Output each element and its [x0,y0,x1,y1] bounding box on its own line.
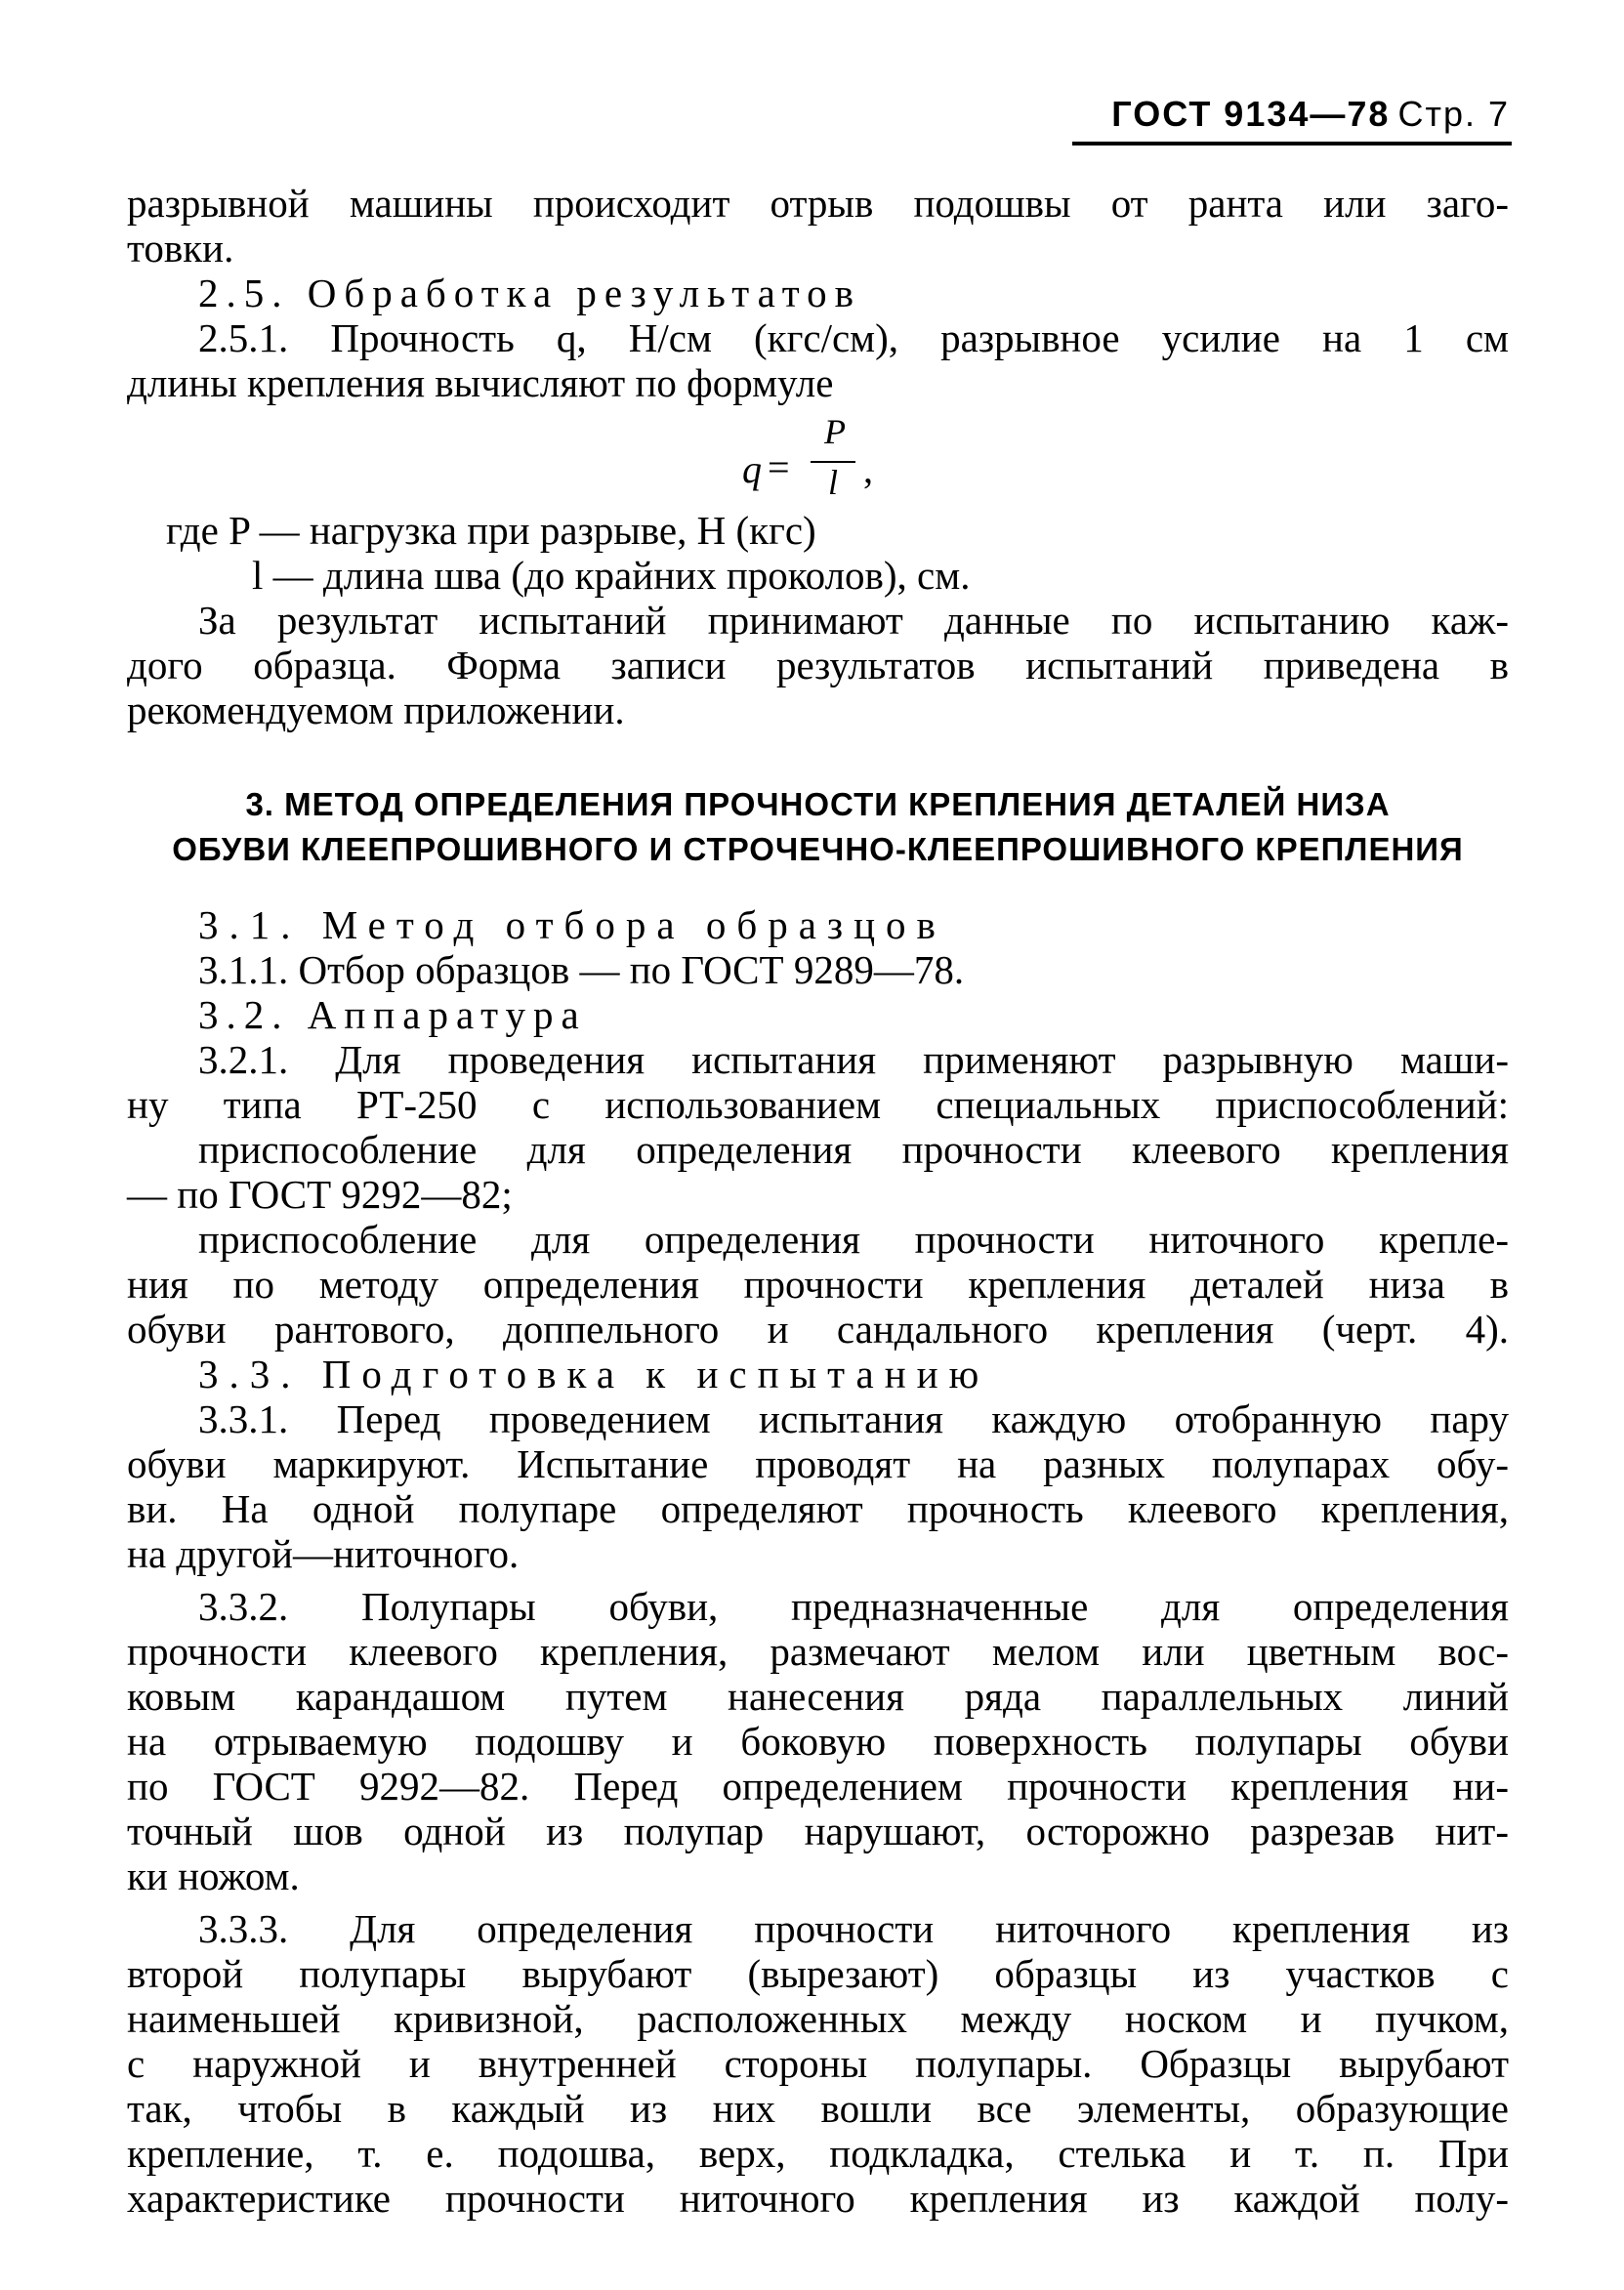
text-line: точный шов одной из полупар нарушают, осторожно разрезав нит- [127,1809,1509,1853]
subsection-title: 2.5. Обработка результатов [198,271,862,315]
page-number: Стр. 7 [1397,94,1510,134]
text-line: l — длина шва (до крайних проколов), см. [252,553,971,598]
section-heading: 3. МЕТОД ОПРЕДЕЛЕНИЯ ПРОЧНОСТИ КРЕПЛЕНИЯ ДЕТАЛЕЙ НИЗА [245,786,1391,822]
text-line: дого образца. Форма записи результатов испытаний приведена в [127,643,1509,687]
text-line: ки ножом. [127,1853,300,1898]
text-line: где P — нагрузка при разрыве, Н (кгс) [166,508,816,553]
text-line: приспособление для определения прочности клеевого крепления [198,1127,1509,1172]
formula-denominator: l [828,463,839,502]
text-line: рекомендуемом приложении. [127,687,625,732]
text-line: 3.3.3. Для определения прочности ниточного крепления из [198,1906,1509,1951]
text-line: второй полупары вырубают (вырезают) образцы из участков с [127,1951,1509,1996]
text-line: наименьшей кривизной, расположенных между носком и пучком, [127,1996,1509,2041]
formula-lhs: q [742,447,762,491]
text-line: на другой—ниточного. [127,1531,520,1576]
text-line: ния по методу определения прочности крепления деталей низа в [127,1262,1509,1307]
formula-comma: , [863,447,873,491]
text-line: так, чтобы в каждый из них вошли все элементы, образующие [127,2086,1509,2131]
text-line: на отрываемую подошву и боковую поверхность полупары обуви [127,1719,1509,1764]
text-line: 3.3.1. Перед проведением испытания каждую отобранную пару [198,1396,1509,1441]
text-line: обуви маркируют. Испытание проводят на разных полупарах обу- [127,1441,1509,1486]
section-heading: ОБУВИ КЛЕЕПРОШИВНОГО И СТРОЧЕЧНО-КЛЕЕПРОШИВНОГО КРЕПЛЕНИЯ [172,831,1464,867]
subsection-title: 3.2. Аппаратура [198,992,587,1037]
text-line: крепление, т. е. подошва, верх, подкладка, стелька и т. п. При [127,2131,1509,2176]
text-line: ковым карандашом путем нанесения ряда параллельных линий [127,1674,1509,1719]
text-line: разрывной машины происходит отрыв подошвы от ранта или заго- [127,181,1509,226]
strength-formula [742,411,898,509]
text-line: ну типа РТ-250 с использованием специальных приспособлений: [127,1082,1509,1127]
text-line: — по ГОСТ 9292—82; [127,1172,513,1217]
text-line: обуви рантового, доппельного и сандального крепления (черт. 4). [127,1307,1509,1352]
standard-number: ГОСТ 9134—78 [1111,94,1391,134]
text-line: по ГОСТ 9292—82. Перед определением прочности крепления ни- [127,1764,1509,1809]
text-line: длины крепления вычисляют по формуле [127,360,834,405]
subsection-title: 3.1. Метод отбора образцов [198,902,946,947]
header-rule [1072,142,1512,146]
formula-equals: = [768,445,790,489]
text-line: прочности клеевого крепления, размечают мелом или цветным вос- [127,1629,1509,1674]
text-line: 2.5.1. Прочность q, Н/см (кгс/см), разрывное усилие на 1 см [198,315,1509,360]
text-line: 3.3.2. Полупары обуви, предназначенные для определения [198,1584,1509,1629]
text-line: За результат испытаний принимают данные по испытанию каж- [198,598,1509,643]
text-line: приспособление для определения прочности ниточного крепле- [198,1217,1509,1262]
subsection-title: 3.3. Подготовка к испытанию [198,1352,990,1396]
text-line: ви. На одной полупаре определяют прочность клеевого крепления, [127,1486,1509,1531]
text-line: с наружной и внутренней стороны полупары. Образцы вырубают [127,2041,1509,2086]
formula-numerator: P [824,412,846,451]
text-line: 3.2.1. Для проведения испытания применяют разрывную маши- [198,1037,1509,1082]
text-line: характеристике прочности ниточного крепления из каждой полу- [127,2176,1509,2221]
text-line: товки. [127,226,234,271]
text-line: 3.1.1. Отбор образцов — по ГОСТ 9289—78. [198,947,965,992]
page-header [1084,94,1510,135]
